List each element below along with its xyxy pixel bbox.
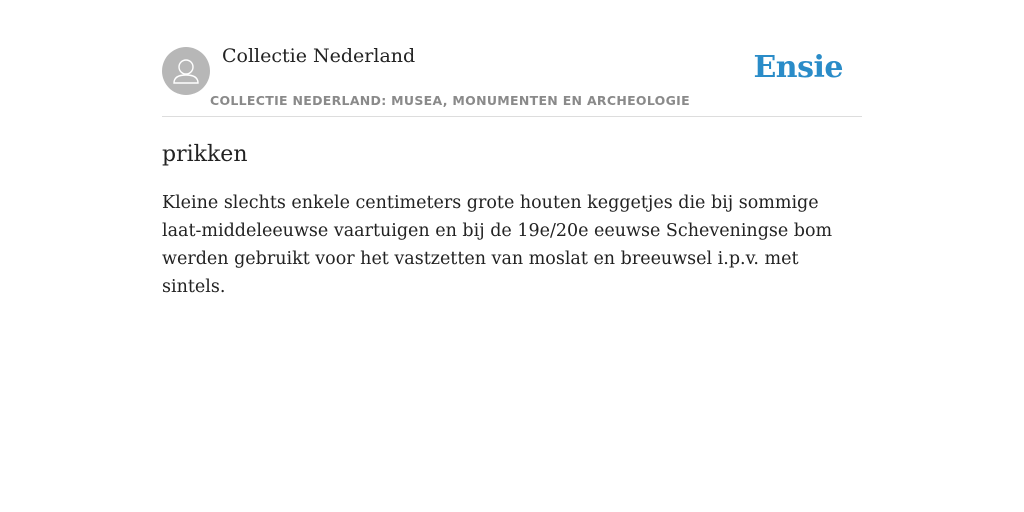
entry-header <box>162 0 862 117</box>
source-line: COLLECTIE NEDERLAND: MUSEA, MONUMENTEN EN ARCHEOLOGIE <box>210 93 690 108</box>
entry-definition: Kleine slechts enkele centimeters grote houten keggetjes die bij sommige laat-middeleeuwse vaartuigen en bij de 19e/20e eeuwse Scheveningse bom werden gebruikt voor het vastzetten van moslat en breeuwsel i.p.v. met sintels. <box>162 193 833 297</box>
author-avatar[interactable] <box>162 47 210 95</box>
author-name[interactable]: Collectie Nederland <box>222 45 416 67</box>
user-silhouette-icon <box>162 47 210 95</box>
brand-logo[interactable]: Ensie <box>753 50 843 85</box>
entry-title: prikken <box>162 142 248 167</box>
entry-card <box>162 0 862 301</box>
